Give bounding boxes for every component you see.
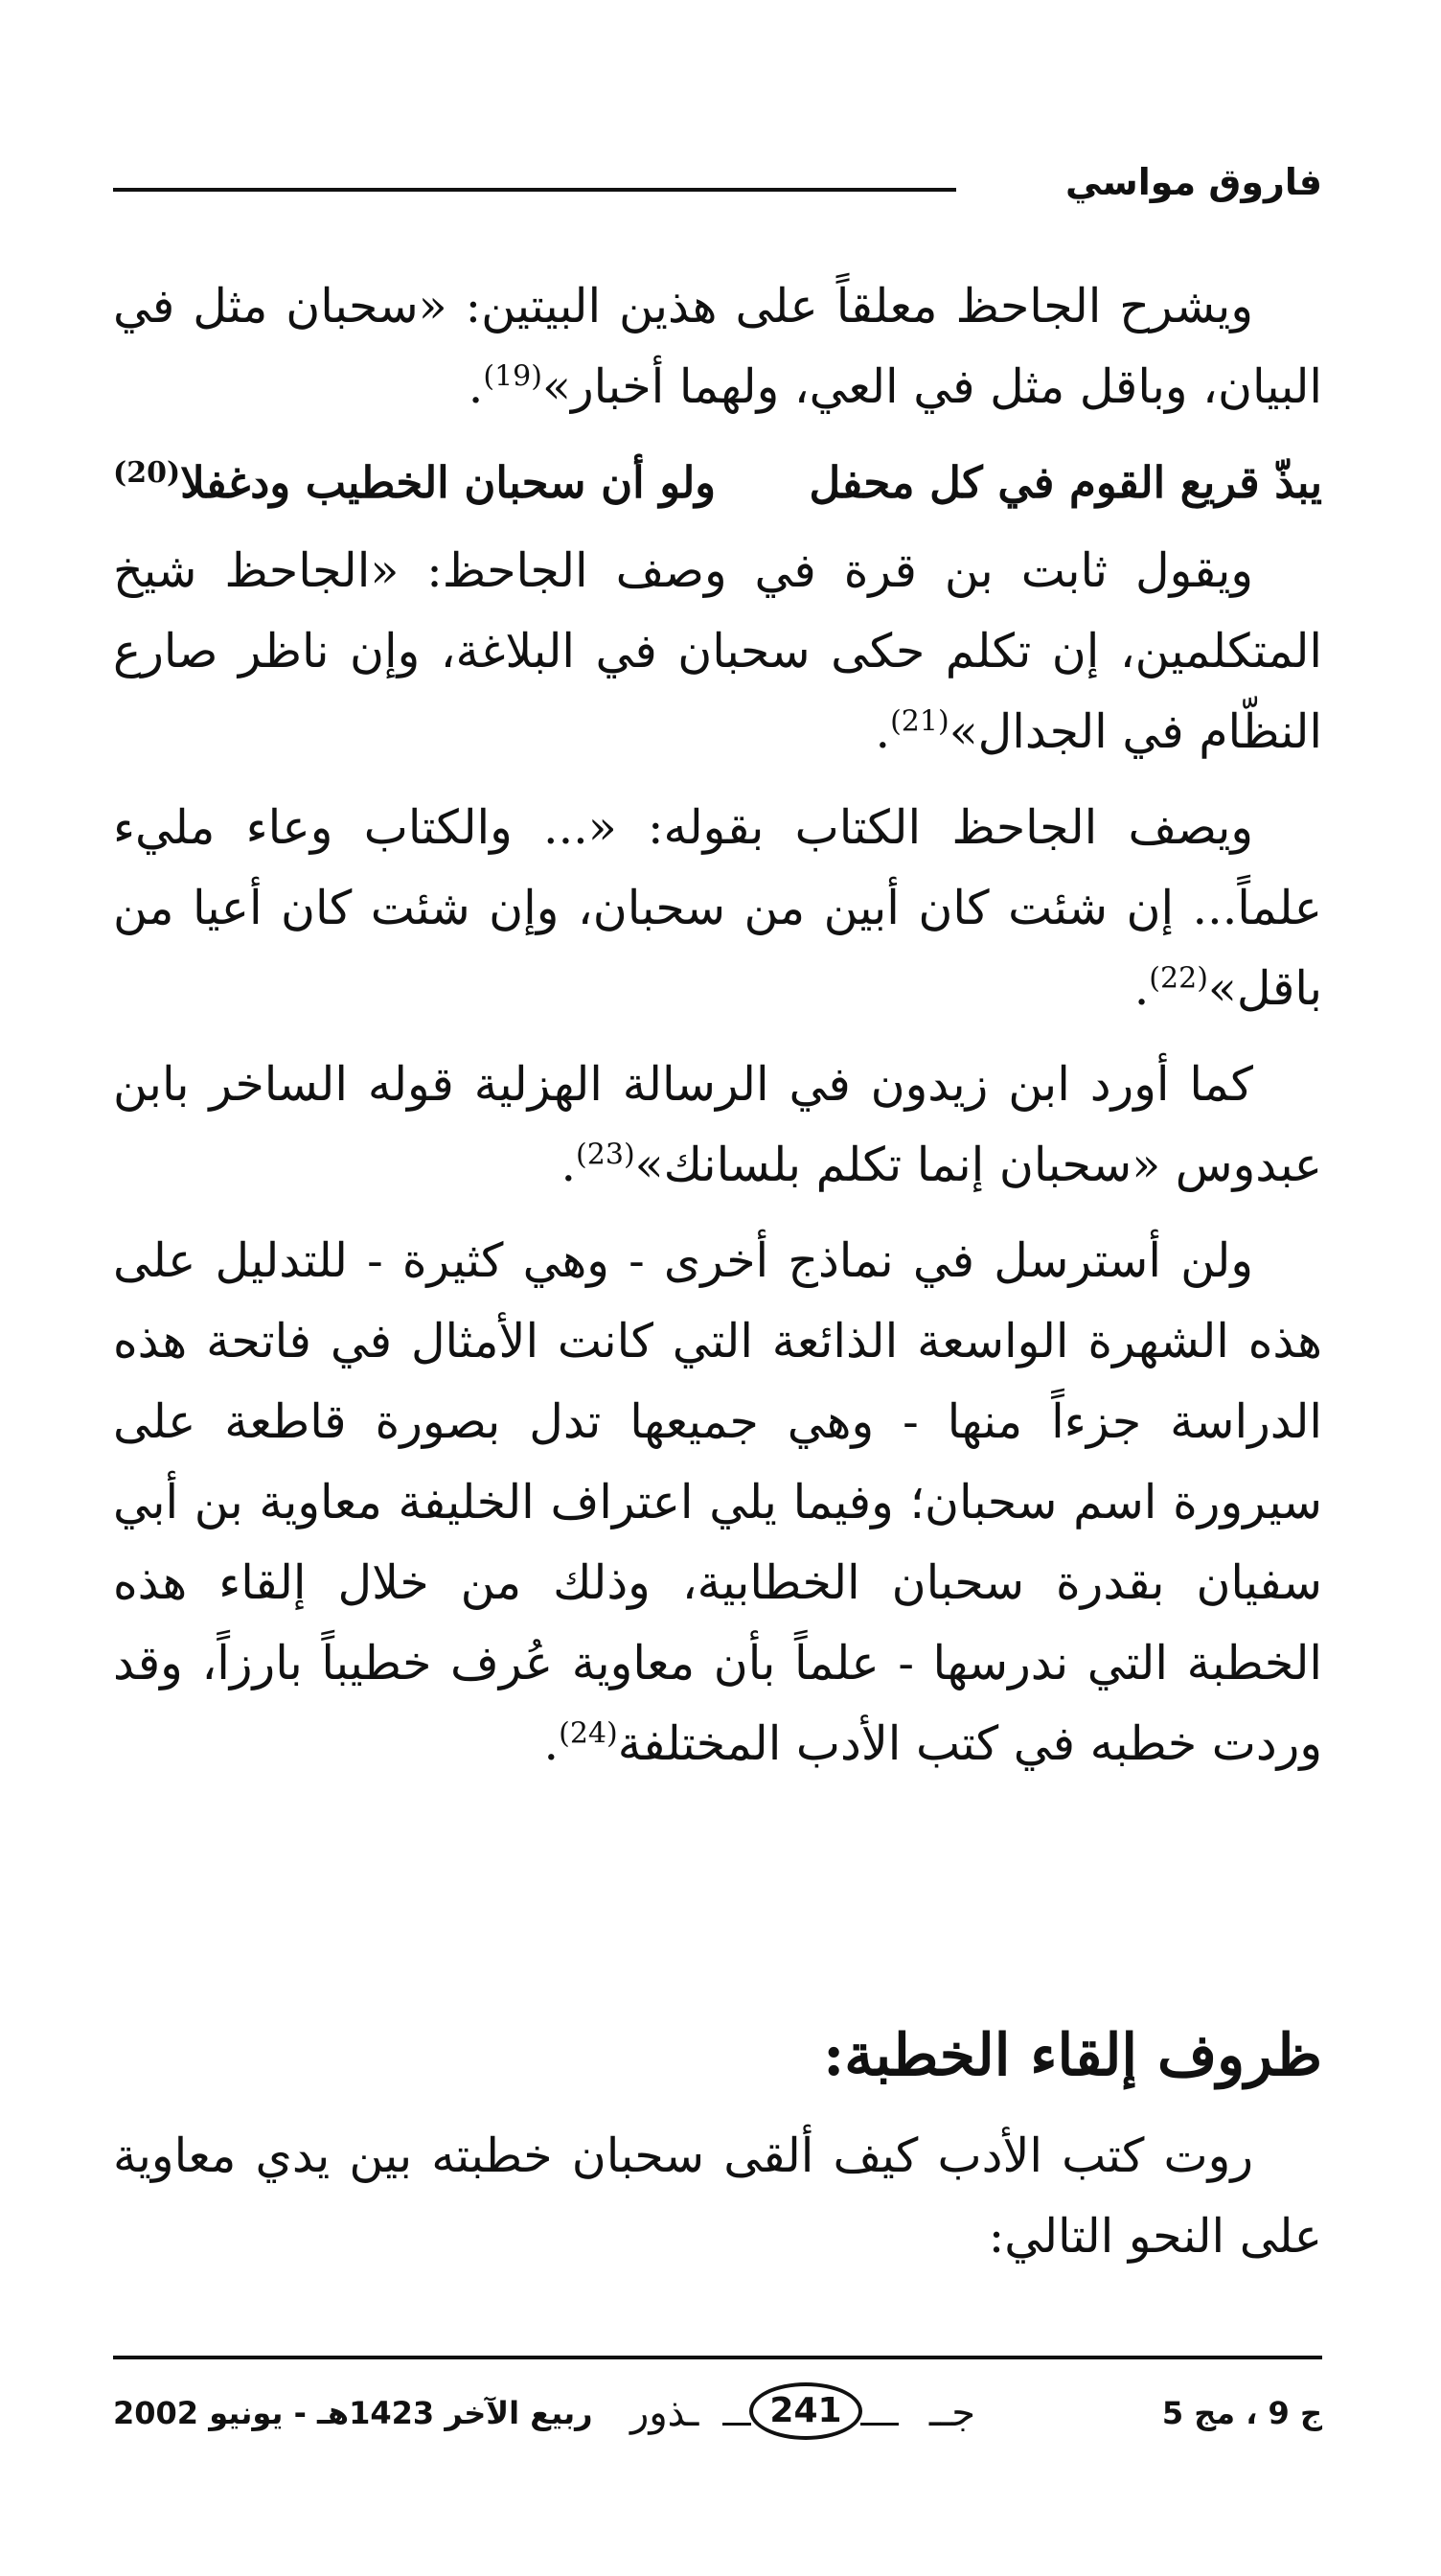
paragraph-end: . [1133, 961, 1150, 1016]
paragraph-end: . [560, 1138, 577, 1192]
running-header [113, 153, 1322, 211]
section-body [113, 2116, 1322, 2292]
paragraph-end: . [875, 704, 891, 759]
logo-line-right [860, 2423, 899, 2426]
paragraph-end: . [468, 359, 484, 414]
journal-name-part-1: ـذور [630, 2391, 699, 2435]
journal-name-part-2: جــ [928, 2391, 975, 2435]
footnote-ref: (23) [576, 1138, 635, 1172]
footer-date: ربيع الآخر 1423هـ - يونيو 2002 [113, 2395, 593, 2431]
paragraph-text: ويصف الجاحظ الكتاب بقوله: «... والكتاب وعاء مليء علماً... إن شئت كان أبين من سحبان، وإن شئت كان أعيا من باقل» [113, 800, 1322, 1016]
paragraph-5 [113, 1221, 1322, 1784]
paragraph-end: . [543, 1716, 560, 1771]
footnote-ref: (21) [890, 704, 949, 739]
paragraph-text: ولن أسترسل في نماذج أخرى - وهي كثيرة - للتدليل على هذه الشهرة الواسعة الذائعة التي كانت الأمثال في فاتحة هذه الدراسة جزءاً منها - وهي جميعها تدل بصورة قاطعة على سيرورة اسم سحبان؛ وفيما يلي اعتراف الخليفة معاوية بن أبي سفيان بقدرة سحبان الخطابية، وذلك من خلال إلقاء هذه الخطبة التي ندرسها - علماً بأن معاوية عُرف خطيباً بارزاً، وقد وردت خطبه في كتب الأدب المختلفة [113, 1233, 1322, 1771]
footnote-ref: (19) [483, 359, 542, 394]
footnote-ref: (20) [113, 456, 181, 490]
section-paragraph: روت كتب الأدب كيف ألقى سحبان خطبته بين يدي معاوية على النحو التالي: [113, 2128, 1322, 2264]
paragraph-4 [113, 1045, 1322, 1206]
footnote-ref: (24) [559, 1716, 618, 1751]
journal-logo [630, 2379, 975, 2448]
verse-hemistich-left: يبذّ قريع القوم في كل محفل [809, 457, 1322, 508]
paragraph-text: كما أورد ابن زيدون في الرسالة الهزلية قوله الساخر بابن عبدوس «سحبان إنما تكلم بلسانك» [113, 1057, 1322, 1192]
page-number: 241 [749, 2382, 862, 2440]
paragraph-text: ويقول ثابت بن قرة في وصف الجاحظ: «الجاحظ شيخ المتكلمين، إن تكلم حكى سحبان في البلاغة، وإن ناظر صارع النظّام في الجدال» [113, 543, 1322, 759]
poetry-verse [113, 443, 1322, 523]
running-footer [113, 2375, 1322, 2451]
header-author: فاروق مواسي [1064, 161, 1322, 203]
footer-issue: ج 9 ، مج 5 [1161, 2395, 1322, 2431]
footer-rule [113, 2356, 1322, 2359]
verse-hemistich-right [113, 443, 716, 523]
article-body [113, 266, 1322, 1800]
header-rule [113, 188, 956, 192]
verse-right-text: ولو أن سحبان الخطيب ودغفلا [180, 457, 717, 508]
footnote-ref: (22) [1149, 961, 1208, 996]
paragraph-2 [113, 531, 1322, 772]
paragraph-1 [113, 266, 1322, 427]
paragraph-text: ويشرح الجاحظ معلقاً على هذين البيتين: «سحبان مثل في البيان، وباقل مثل في العي، ولهما أخبار» [113, 279, 1322, 414]
paragraph-3 [113, 788, 1322, 1029]
section-title: ظروف إلقاء الخطبة: [823, 2022, 1322, 2089]
logo-line-left [722, 2423, 751, 2426]
